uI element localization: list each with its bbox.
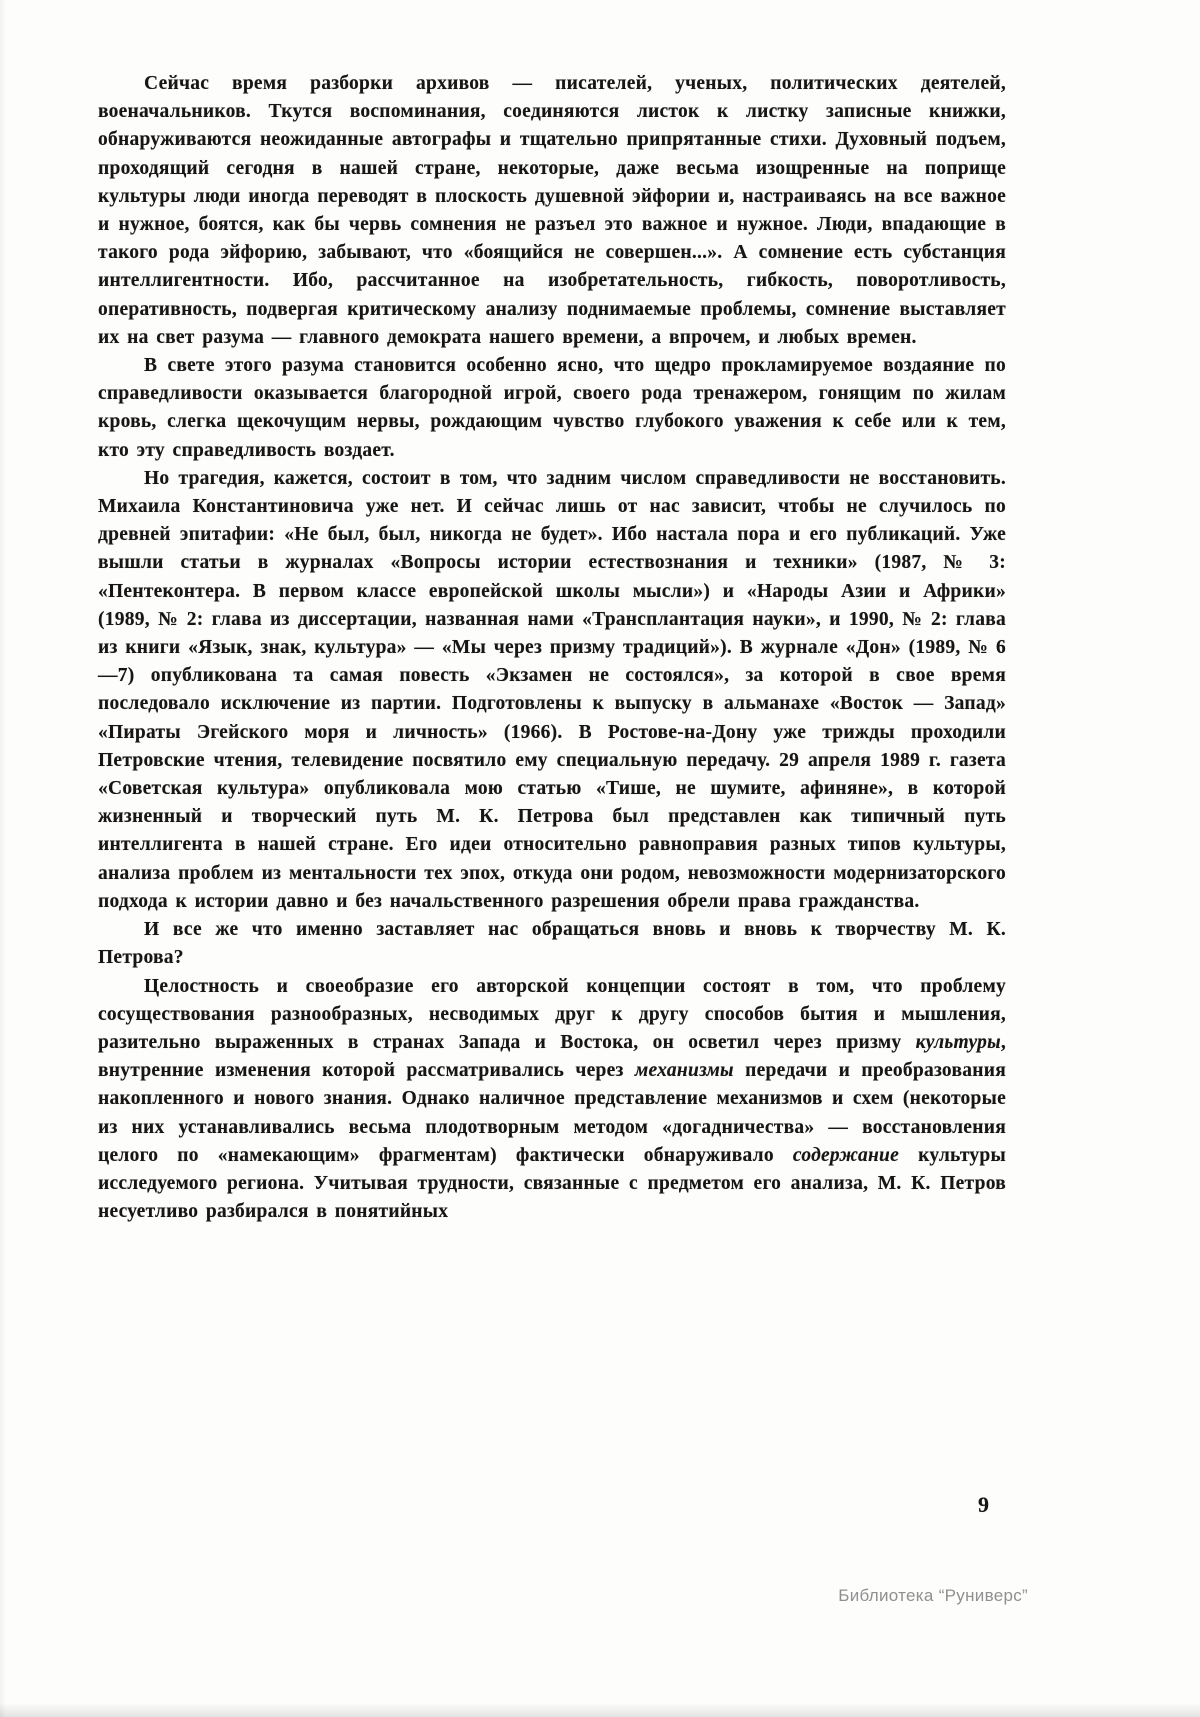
- text-segment: В свете этого разума становится особенно ясно, что щедро прокламируемое воздаяние по справедливости оказывается благородной игрой, своего рода тренажером, гонящим по жилам кровь, слегка щекочущим нервы, рождающим чувство глубокого уважения к себе или к тем, кто эту справедливость воздает.: [98, 355, 1006, 461]
- text-segment: Целостность и своеобразие его авторской концепции состоят в том, что проблему сосуществования разнообразных, несводимых друг к другу способов бытия и мышления, разительно выраженных в странах Запада и Востока, он осветил через призму: [98, 975, 1006, 1053]
- watermark-library-credit: Библиотека “Руниверс”: [838, 1586, 1028, 1605]
- page-number: 9: [978, 1492, 989, 1517]
- text-segment: Но трагедия, кажется, состоит в том, что задним числом справедливости не восстановить. Михаила Константиновича уже нет. И сейчас лишь от нас зависит, чтобы не случилось по древней эпитафии: «Не был, был, никогда не будет». Ибо настала пора и его публикаций. Уже вышли статьи в журналах «Вопросы истории естествознания и техники» (1987, № 3: «Пентеконтера. В первом классе европейской школы мысли») и «Народы Азии и Африки» (1989, № 2: глава из диссертации, названная нами «Трансплантация науки», и 1990, № 2: глава из книги «Язык, знак, культура» — «Мы через призму традиций»). В журнале «Дон» (1989, № 6—7) опубликована та самая повесть «Экзамен не состоялся», за которой в свое время последовало исключение из партии. Подготовлены к выпуску в альманахе «Восток — Запад» «Пираты Эгейского моря и личность» (1966). В Ростове-на-Дону уже трижды проходили Петровские чтения, телевидение посвятило ему специальную передачу. 29 апреля 1989 г. газета «Советская культура» опубликовала мою статью «Тише, не шумите, афиняне», в которой жизненный и творческий путь М. К. Петрова был представлен как типичный путь интеллигента в нашей стране. Его идеи относительно равноправия разных типов культуры, анализа проблем из ментальности тех эпох, откуда они родом, невозможности модернизаторского подхода к истории давно и без начальственного разрешения обрели права гражданства.: [98, 467, 1006, 912]
- paragraph: [98, 352, 1006, 465]
- text-segment: передачи и преобразования накопленного и нового знания. Однако наличное представление механизмов и схем (некоторые из них устанавливались весьма плодотворным методом «догадничества» — восстановления целого по «намекающим» фрагментам) фактически обнаруживало: [98, 1060, 1006, 1166]
- italic-text-segment: механизмы: [634, 1060, 734, 1082]
- italic-text-segment: культуры: [915, 1031, 1001, 1053]
- text-segment: Сейчас время разборки архивов — писателей, ученых, политических деятелей, военачальников. Ткутся воспоминания, соединяются листок к листку записные книжки, обнаруживаются неожиданные автографы и тщательно припрятанные стихи. Духовный подъем, проходящий сегодня в нашей стране, некоторые, даже весьма изощренные на поприще культуры люди иногда переводят в плоскость душевной эйфории и, настраиваясь на все важное и нужное, боятся, как бы червь сомнения не разъел это важное и нужное. Люди, впадающие в такого рода эйфорию, забывают, что «боящийся не совершен...». А сомнение есть субстанция интеллигентности. Ибо, рассчитанное на изобретательность, гибкость, поворотливость, оперативность, подвергая критическому анализу поднимаемые проблемы, сомнение выставляет их на свет разума — главного демократа нашего времени, а впрочем, и любых времен.: [98, 73, 1006, 348]
- paragraph: [98, 70, 1006, 352]
- italic-text-segment: содержание: [792, 1144, 900, 1166]
- paragraph: [98, 973, 1006, 1227]
- text-segment: , внутренние изменения которой рассматривались через: [98, 1031, 1006, 1082]
- scan-edge-shadow-bottom: [0, 1703, 1200, 1717]
- body-text: [98, 70, 1006, 1226]
- paragraph: [98, 465, 1006, 916]
- paragraph: [98, 916, 1006, 972]
- scan-edge-shadow-left: [0, 0, 6, 1717]
- text-segment: И все же что именно заставляет нас обращаться вновь и вновь к творчеству М. К. Петрова?: [98, 919, 1006, 969]
- text-segment: культуры исследуемого региона. Учитывая трудности, связанные с предметом его анализа, М. К. Петров несуетливо разбирался в понятийных: [98, 1144, 1006, 1223]
